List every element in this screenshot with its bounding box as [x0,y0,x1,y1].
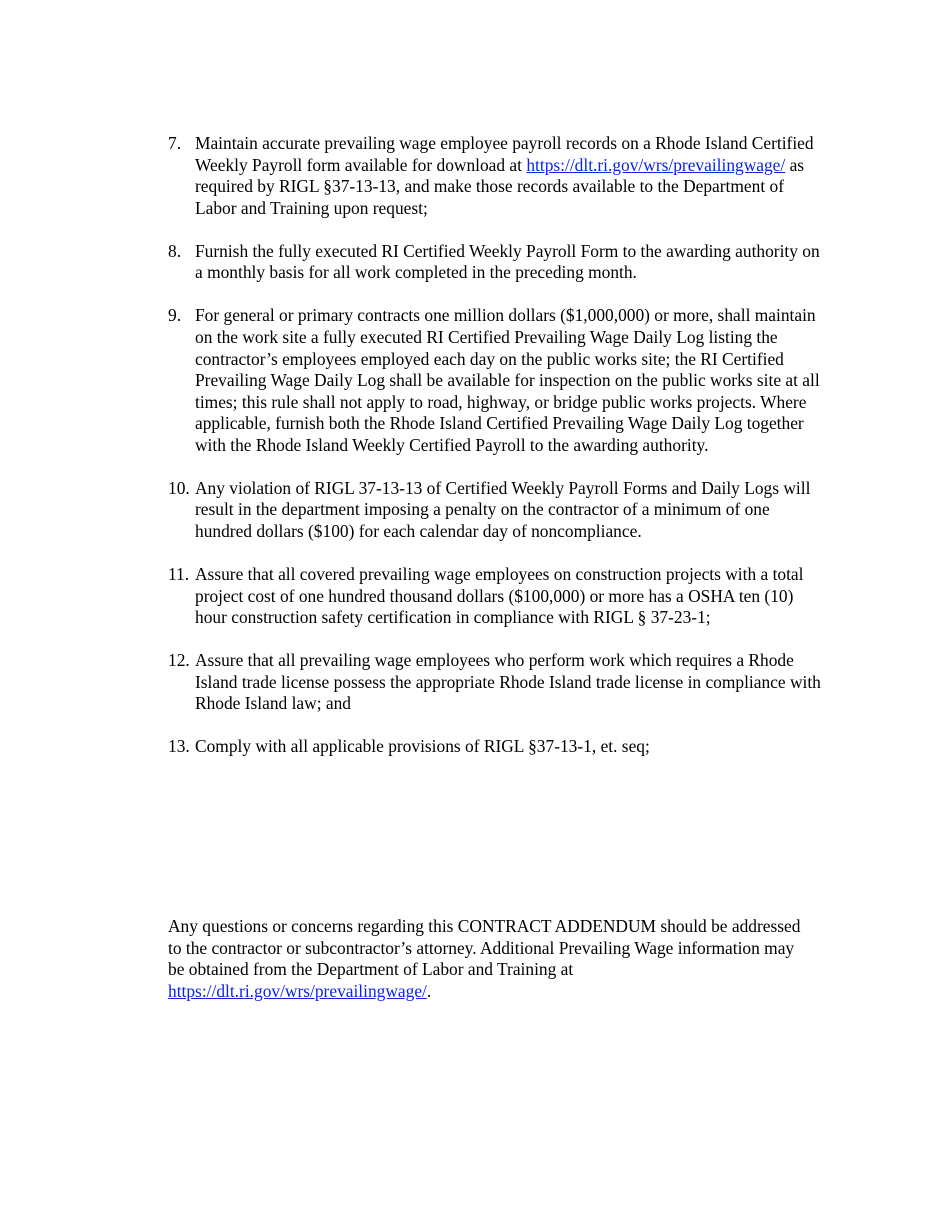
closing-text-before-link: Any questions or concerns regarding this CONTRACT ADDENDUM should be addressed to the contractor or subcontractor’s attorney. Additional Prevailing Wage information may be obtained from the Department of Labor and Training at [168,916,801,980]
requirements-list [168,133,828,779]
list-item [168,478,828,543]
prevailing-wage-link[interactable]: https://dlt.ri.gov/wrs/prevailingwage/ [526,154,786,175]
item-text-after-link: as required by RIGL §37-13-13, and make those records available to the Department of Labor and Training upon request; [195,154,805,218]
item-number: 8. [168,240,182,261]
item-number: 13. [168,736,190,757]
closing-paragraph [168,916,808,1002]
item-text [195,133,828,219]
item-number: 9. [168,305,182,326]
item-number: 11. [168,564,190,585]
list-item [168,650,828,715]
list-item [168,736,828,758]
list-item [168,305,828,456]
list-item [168,241,828,284]
item-number: 10. [168,477,190,498]
prevailing-wage-link[interactable]: https://dlt.ri.gov/wrs/prevailingwage/ [168,980,427,1001]
item-text: For general or primary contracts one million dollars ($1,000,000) or more, shall maintain on the work site a fully executed RI Certified Prevailing Wage Daily Log listing the contractor’s employees employed each day on the public works site; the RI Certified Prevailing Wage Daily Log shall be available for inspection on the public works site at all times; this rule shall not apply to road, highway, or bridge public works projects. Where applicable, furnish both the Rhode Island Certified Prevailing Wage Daily Log together with the Rhode Island Weekly Certified Payroll to the awarding authority. [195,305,820,455]
item-text: Assure that all prevailing wage employees who perform work which requires a Rhode Island trade license possess the appropriate Rhode Island trade license in compliance with Rhode Island law; and [195,650,821,714]
list-item [168,133,828,219]
item-text-before-link: Maintain accurate prevailing wage employee payroll records on a Rhode Island Certified Weekly Payroll form available for download at [195,133,814,175]
item-text: Any violation of RIGL 37-13-13 of Certified Weekly Payroll Forms and Daily Logs will result in the department imposing a penalty on the contractor of a minimum of one hundred dollars ($100) for each calendar day of noncompliance. [195,477,811,542]
list-item [168,564,828,629]
item-text: Furnish the fully executed RI Certified Weekly Payroll Form to the awarding authority on a monthly basis for all work completed in the preceding month. [195,240,820,283]
closing-text-after-link: . [426,980,432,1001]
item-text: Assure that all covered prevailing wage employees on construction projects with a total project cost of one hundred thousand dollars ($100,000) or more has a OSHA ten (10) hour construction safety certification in compliance with RIGL § 37-23-1; [195,564,804,628]
item-number: 12. [168,650,190,671]
item-text: Comply with all applicable provisions of RIGL §37-13-1, et. seq; [195,736,650,757]
item-number: 7. [168,133,182,153]
